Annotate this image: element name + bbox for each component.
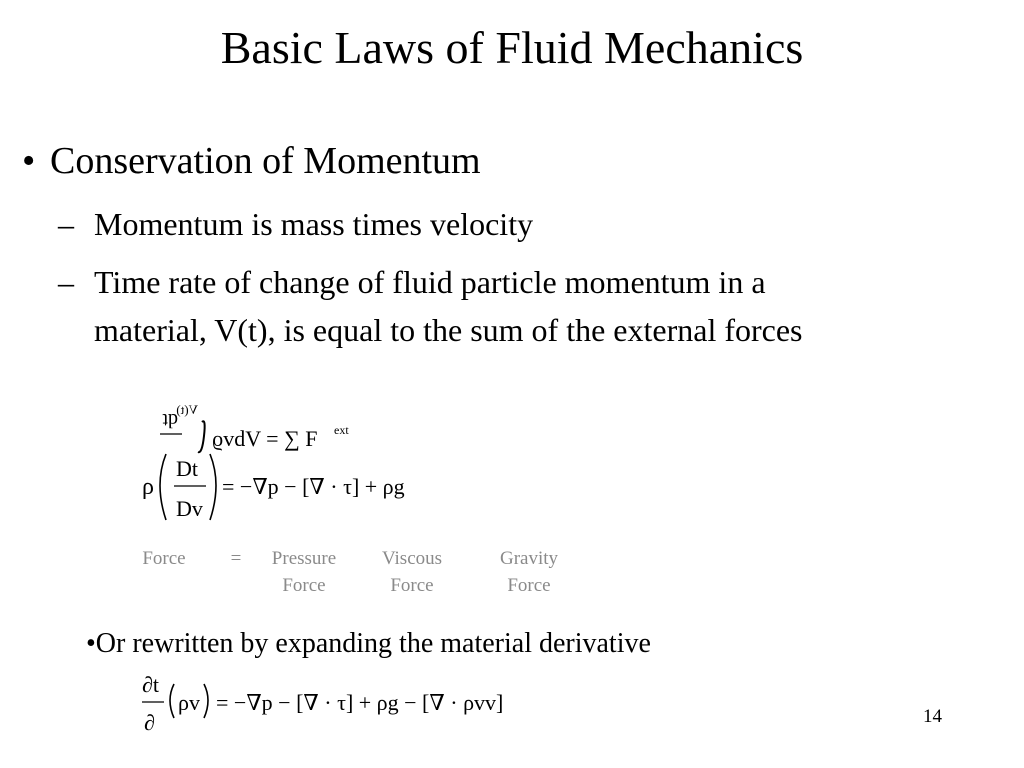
eq-d-dt-numerator: dt — [162, 409, 178, 431]
label-viscous-force-word: Force — [390, 575, 434, 596]
eq-Dv: Dv — [176, 496, 203, 521]
sub-bullet-text: Time rate of change of fluid particle momentum in a — [94, 264, 766, 300]
slide-title: Basic Laws of Fluid Mechanics — [220, 22, 804, 73]
momentum-expanded-equation — [136, 666, 536, 742]
bullet-conservation-of-momentum — [22, 138, 481, 184]
eq-right-paren — [204, 684, 208, 718]
dash-marker: – — [58, 206, 74, 242]
label-gravity: Gravity — [499, 548, 559, 569]
label-viscous-force — [366, 545, 458, 599]
eq-partial-t: ∂t — [142, 672, 159, 697]
eq-rho-v: ρv — [178, 690, 200, 715]
eq-Dt: Dt — [176, 456, 198, 481]
label-gravity-force-word: Force — [507, 575, 551, 596]
label-gravity-force — [484, 545, 574, 599]
eq-rho: ρ — [142, 474, 154, 500]
sub-bullet-time-rate — [58, 258, 766, 306]
page-number: 14 — [923, 706, 942, 727]
sub-bullet-text: Momentum is mass times velocity — [94, 206, 534, 242]
eq-rhs-expanded: = −∇p − [∇ · τ] + ρg − [∇ · ρvv] — [216, 690, 504, 715]
eq-left-paren — [160, 454, 166, 520]
eq-partial: ∂ — [144, 710, 155, 735]
label-pressure-force-word: Force — [282, 575, 326, 596]
dash-marker: – — [58, 264, 74, 300]
bullet-text: Conservation of Momentum — [50, 140, 481, 182]
sub-bullet-momentum-definition — [58, 200, 533, 248]
eq-left-paren — [170, 684, 174, 718]
eq-ext-subscript: ext — [334, 423, 349, 437]
eq-integral-limit: V(t) — [176, 402, 198, 417]
eq-right-paren — [210, 454, 216, 520]
label-pressure-force — [256, 545, 352, 599]
eq-rhs: = −∇p − [∇ · τ] + ρg — [222, 474, 405, 499]
bullet-expanded-derivative: •Or rewritten by expanding the material derivative — [86, 628, 651, 659]
label-viscous: Viscous — [381, 548, 443, 569]
label-force: Force — [142, 548, 186, 569]
label-equals: = — [230, 548, 242, 569]
label-pressure: Pressure — [271, 548, 337, 569]
sub-bullet-time-rate-continuation: material, V(t), is equal to the sum of the external forces — [94, 312, 803, 348]
momentum-differential-equation — [140, 446, 430, 526]
eq-integrand: ϱvdV = ∑ F — [212, 426, 318, 451]
bullet-dot: • — [22, 140, 36, 182]
